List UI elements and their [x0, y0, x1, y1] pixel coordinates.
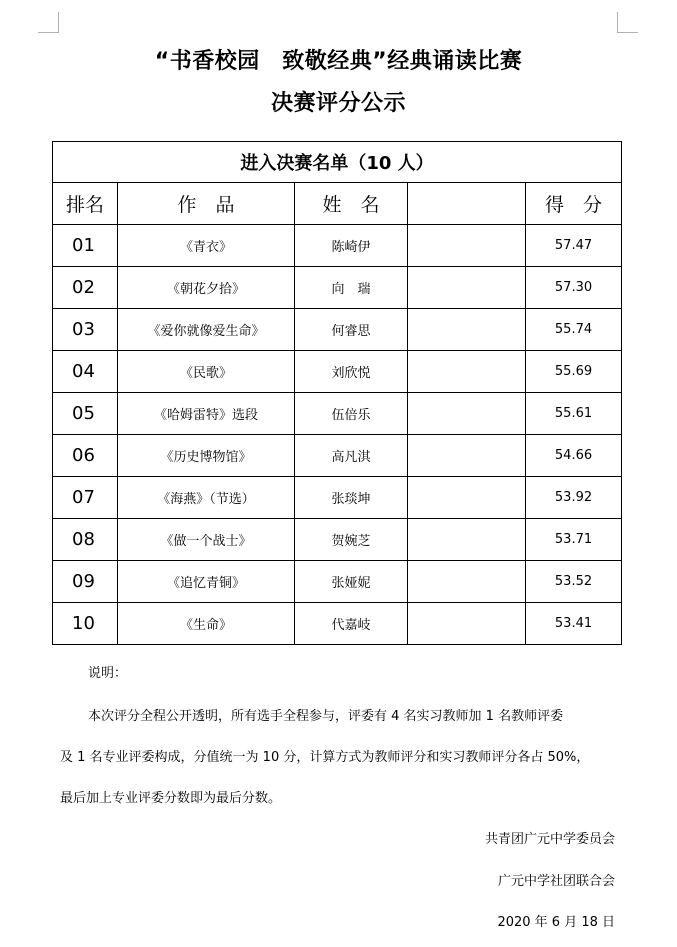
- blank-cell: [408, 477, 526, 519]
- blank-cell: [408, 267, 526, 309]
- blank-cell: [408, 603, 526, 645]
- score-cell: 55.74: [526, 309, 622, 351]
- notes-label: 说明：: [88, 666, 128, 681]
- score-cell: 57.30: [526, 267, 622, 309]
- header-name: 姓 名: [295, 183, 408, 225]
- blank-cell: [408, 393, 526, 435]
- work-cell: 《生命》: [118, 603, 295, 645]
- table-header-row: [53, 183, 622, 225]
- blank-cell: [408, 351, 526, 393]
- score-cell: 53.52: [526, 561, 622, 603]
- name-cell: 贺婉芝: [295, 519, 408, 561]
- table-row: [53, 309, 622, 351]
- table-row: [53, 267, 622, 309]
- score-cell: 53.92: [526, 477, 622, 519]
- work-cell: 《做一个战士》: [118, 519, 295, 561]
- rank-cell: 05: [53, 393, 118, 435]
- header-work: 作 品: [118, 183, 295, 225]
- score-cell: 55.61: [526, 393, 622, 435]
- rank-cell: 06: [53, 435, 118, 477]
- signature-date: 2020 年 6 月 18 日: [497, 915, 615, 930]
- name-cell: 张琰坤: [295, 477, 408, 519]
- name-cell: 代嘉岐: [295, 603, 408, 645]
- table-row: [53, 603, 622, 645]
- rank-cell: 07: [53, 477, 118, 519]
- work-cell: 《历史博物馆》: [118, 435, 295, 477]
- rank-cell: 09: [53, 561, 118, 603]
- name-cell: 刘欣悦: [295, 351, 408, 393]
- table-row: [53, 561, 622, 603]
- name-cell: 伍倍乐: [295, 393, 408, 435]
- header-score: 得 分: [526, 183, 622, 225]
- rank-cell: 02: [53, 267, 118, 309]
- name-cell: 陈崎伊: [295, 225, 408, 267]
- score-cell: 57.47: [526, 225, 622, 267]
- name-cell: 何睿思: [295, 309, 408, 351]
- document-subtitle: 决赛评分公示: [270, 91, 406, 116]
- name-cell: 高凡淇: [295, 435, 408, 477]
- blank-cell: [408, 309, 526, 351]
- score-cell: 53.41: [526, 603, 622, 645]
- blank-cell: [408, 561, 526, 603]
- work-cell: 《朝花夕拾》: [118, 267, 295, 309]
- table-row: [53, 477, 622, 519]
- document-title: “书香校园 致敬经典”经典诵读比赛: [154, 49, 523, 74]
- signature-org-1: 共青团广元中学委员会: [484, 832, 615, 847]
- work-cell: 《海燕》（节选）: [118, 477, 295, 519]
- crop-mark-top-left: [38, 12, 59, 33]
- work-cell: 《爱你就像爱生命》: [118, 309, 295, 351]
- blank-cell: [408, 435, 526, 477]
- work-cell: 《哈姆雷特》选段: [118, 393, 295, 435]
- table-caption: 进入决赛名单（10 人）: [53, 142, 622, 183]
- blank-cell: [408, 225, 526, 267]
- score-cell: 54.66: [526, 435, 622, 477]
- work-cell: 《民歌》: [118, 351, 295, 393]
- signature-org-2: 广元中学社团联合会: [497, 874, 615, 889]
- notes-line-2: 及 1 名专业评委构成，分值统一为 10 分，计算方式为教师评分和实习教师评分各占 50%，: [60, 750, 590, 765]
- name-cell: 张娅妮: [295, 561, 408, 603]
- rank-cell: 01: [53, 225, 118, 267]
- score-cell: 55.69: [526, 351, 622, 393]
- crop-mark-top-right: [617, 12, 638, 33]
- table-row: [53, 435, 622, 477]
- rank-cell: 10: [53, 603, 118, 645]
- score-cell: 53.71: [526, 519, 622, 561]
- work-cell: 《青衣》: [118, 225, 295, 267]
- table-row: [53, 519, 622, 561]
- blank-cell: [408, 519, 526, 561]
- finalist-table: [52, 141, 622, 645]
- header-blank: [408, 183, 526, 225]
- rank-cell: 03: [53, 309, 118, 351]
- notes-line-3: 最后加上专业评委分数即为最后分数。: [60, 791, 282, 806]
- rank-cell: 04: [53, 351, 118, 393]
- header-rank: 排名: [53, 183, 118, 225]
- table-row: [53, 351, 622, 393]
- name-cell: 向 瑞: [295, 267, 408, 309]
- notes-line-1: 本次评分全程公开透明，所有选手全程参与，评委有 4 名实习教师加 1 名教师评委: [88, 709, 564, 724]
- rank-cell: 08: [53, 519, 118, 561]
- table-row: [53, 393, 622, 435]
- table-row: [53, 225, 622, 267]
- work-cell: 《追忆青铜》: [118, 561, 295, 603]
